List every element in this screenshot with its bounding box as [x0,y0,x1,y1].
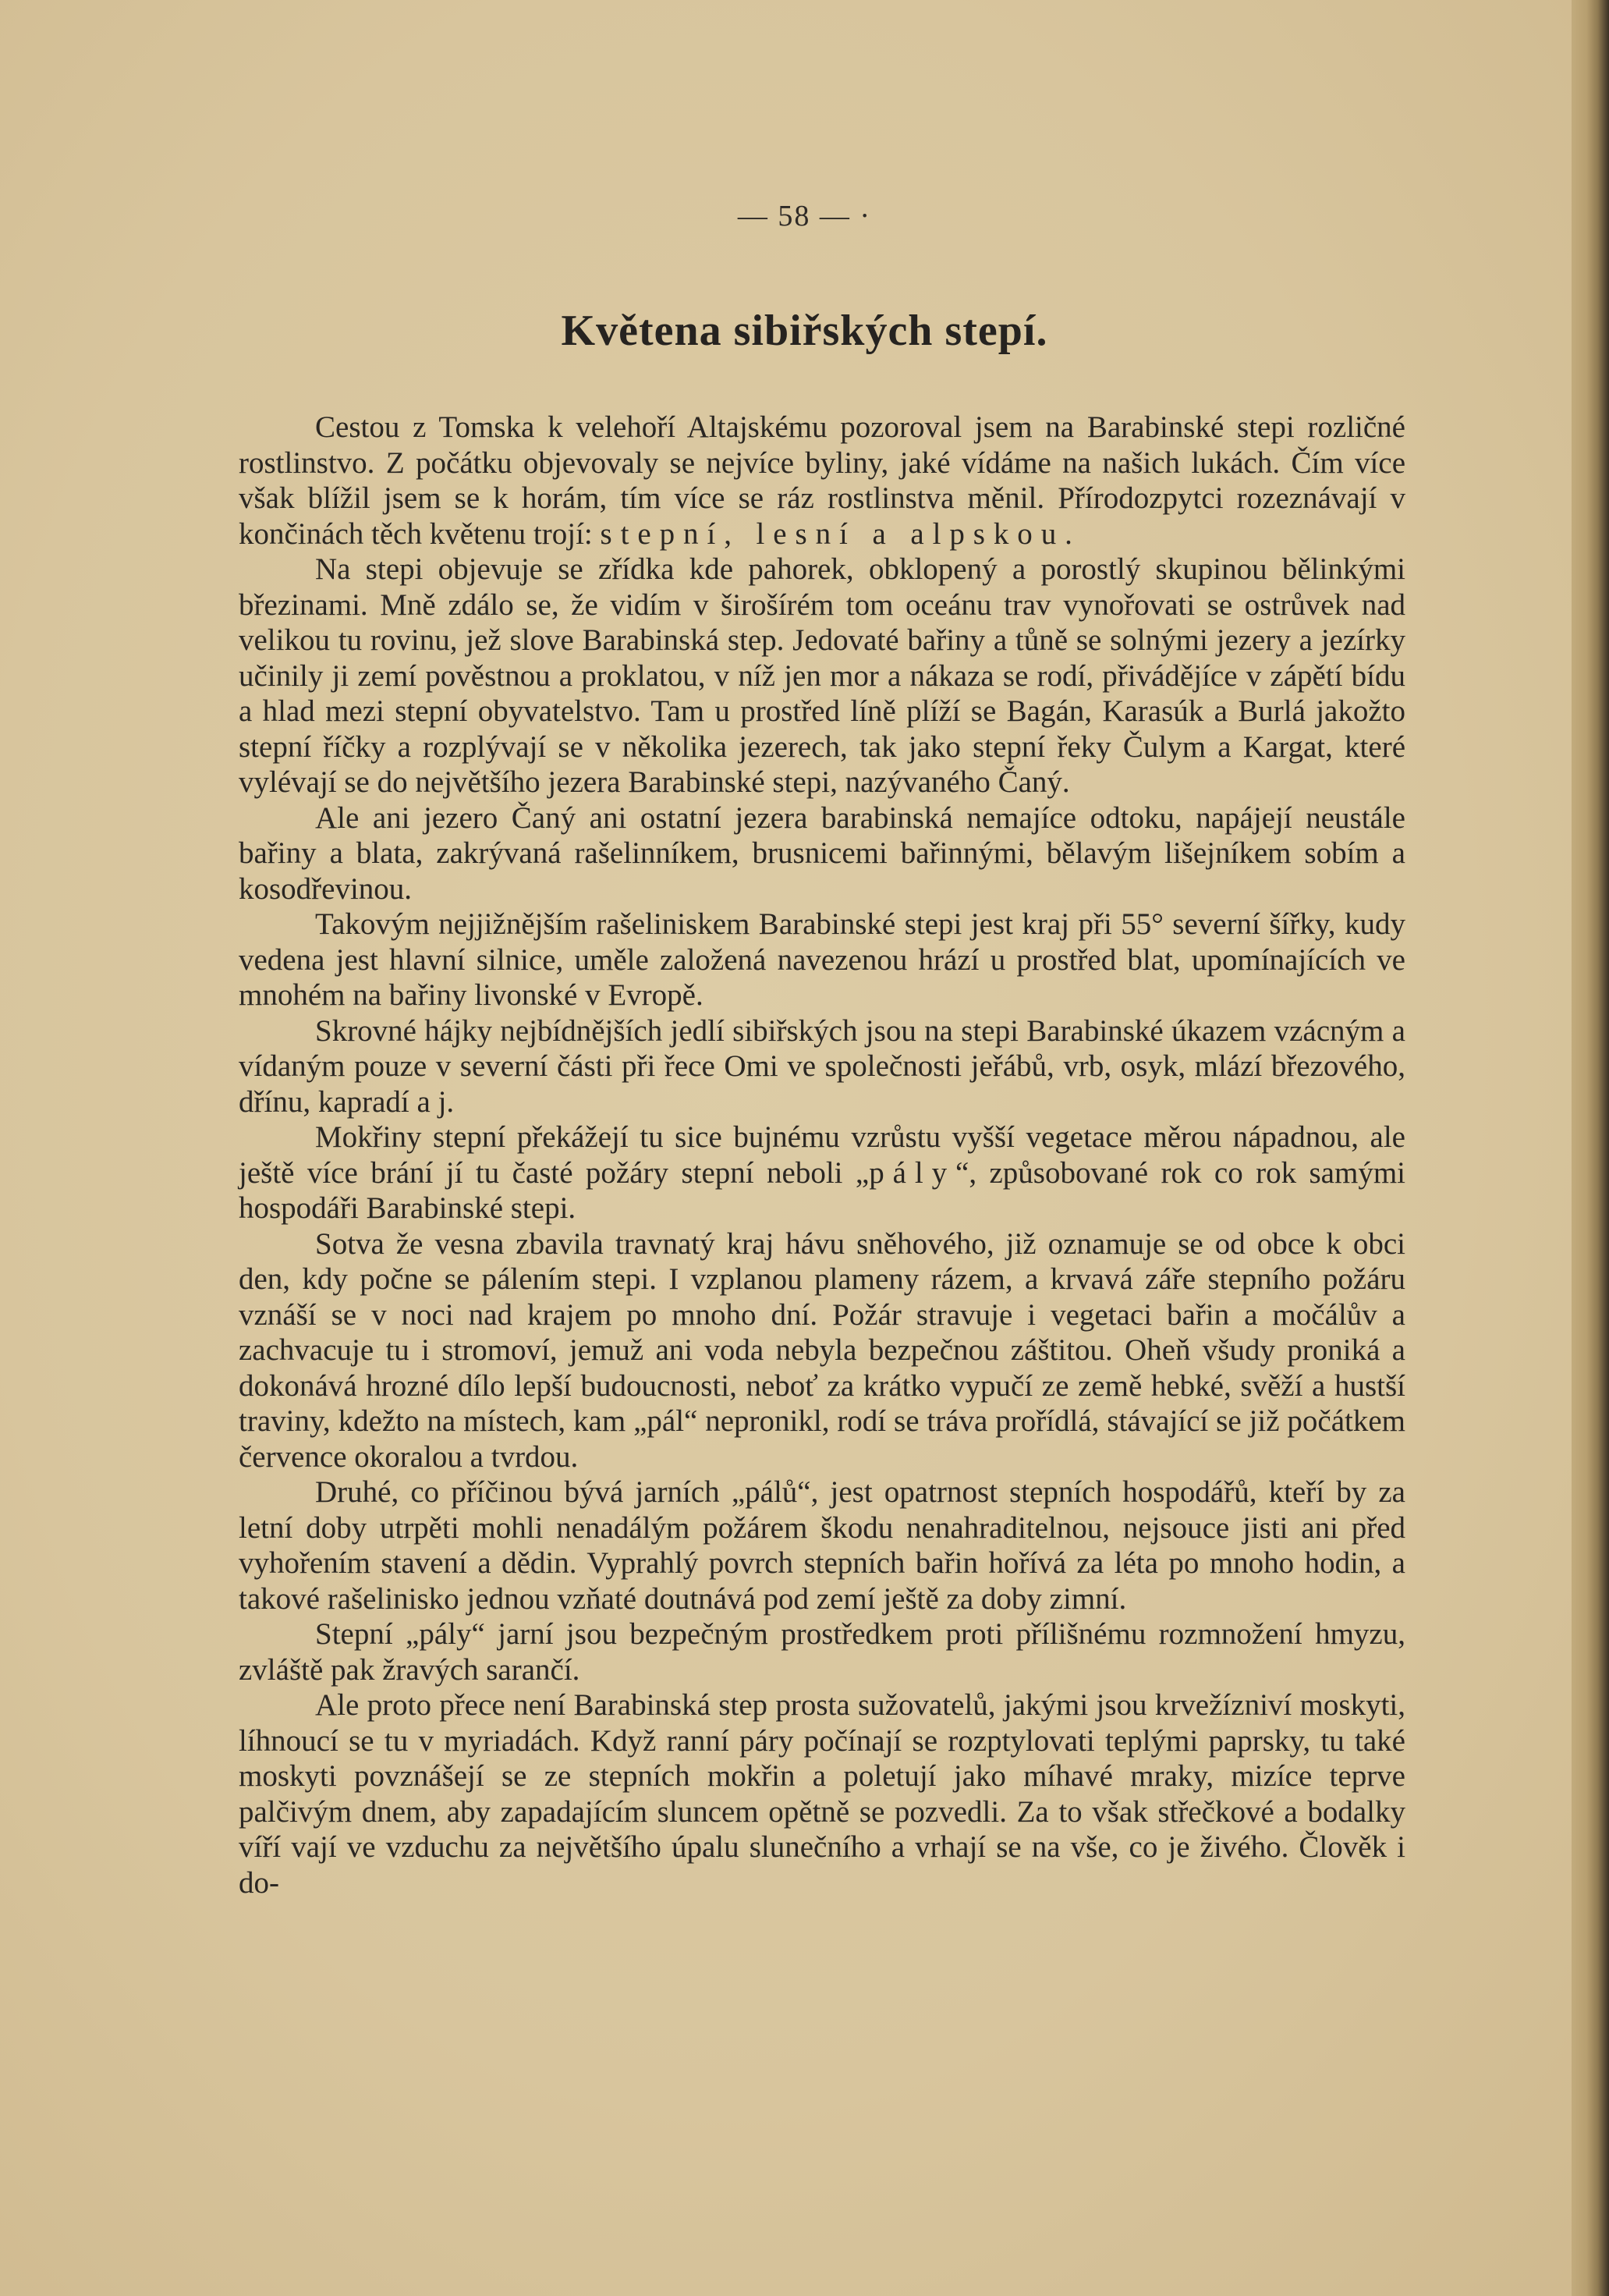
paragraph-7: Sotva že vesna zbavila travnatý kraj hávu sněhového, již oznamuje se od obce k obci den, kdy počne se pálením stepi. I vzplanou plameny rázem, a krvavá záře stepního požáru vznáší se v noci nad krajem po mnoho dní. Požár stravuje i vegetaci bařin a močálův a zachvacuje tu i stromoví, jemuž ani voda nebyla bezpečnou záštitou. Oheň všudy proniká a dokonává hrozné dílo lepší budoucnosti, neboť za krátko vypučí ze země hebké, svěží a hustší traviny, kdežto na místech, kam „pál“ nepronikl, rodí se tráva prořídlá, stávající se již počátkem července okoralou a tvrdou. [239,1226,1405,1474]
spaced-emphasis: pály [869,1155,956,1190]
page-number: — 58 — · [737,200,872,232]
paragraph-10: Ale proto přece není Barabinská step prosta sužovatelů, jakými jsou krvežízniví moskyti, líhnoucí se tu v myriadách. Když ranní páry počínají se rozptylovati teplými paprsky, tu také moskyti povznášejí se ze stepních mokřin a poletují jako míhavé mraky, mizíce teprve palčivým dnem, aby zapadajícím sluncem opětně se pozvedli. Za to však střečkové a bodalky víří vají ve vzduchu za největšího úpalu slunečního a vrhají se na vše, co je živého. Člověk i do- [239,1688,1405,1900]
paragraph-3: Ale ani jezero Čaný ani ostatní jezera barabinská nemajíce odtoku, napájejí neustále bařiny a blata, zakrývaná rašelinníkem, brusnicemi bařinnými, bělavým lišejníkem sobím a kosodřevinou. [239,800,1405,906]
page-title: Květena sibiřských stepí. [561,307,1048,355]
paragraph-5: Skrovné hájky nejbídnějších jedlí sibiřských jsou na stepi Barabinské úkazem vzácným a vídaným pouze v severní části při řece Omi ve společnosti jeřábů, vrb, osyk, mlází březového, dřínu, kapradí a j. [239,1013,1405,1119]
spaced-emphasis: stepní, lesní a alpskou [600,516,1065,551]
paragraph-2: Na stepi objevuje se zřídka kde pahorek, obklopený a porostlý skupinou bělinkými březinami. Mně zdálo se, že vidím v širošírém tom oceánu trav vynořovati se ostrůvek nad velikou tu rovinu, jež slove Barabinská step. Jedovaté bařiny a tůně se solnými jezery a jezírky učinily ji zemí pověstnou a proklatou, v níž jen mor a nákaza se rodí, přivádějíce v zápětí bídu a hlad mezi stepní obyvatelstvo. Tam u prostřed líně plíží se Bagán, Karasúk a Burlá jakožto stepní říčky a rozplývají se v několika jezerech, tak jako stepní řeky Čulym a Kargat, které vylévají se do největšího jezera Barabinské stepi, nazývaného Čaný. [239,552,1405,799]
paragraph-9: Stepní „pály“ jarní jsou bezpečným prostředkem proti přílišnému rozmnožení hmyzu, zvláště pak žravých sarančí. [239,1617,1405,1687]
paragraph-1: Cestou z Tomska k velehoří Altajskému pozoroval jsem na Barabinské stepi rozličné rostlinstvo. Z počátku objevovaly se nejvíce byliny, jaké vídáme na našich lukách. Čím více však blížil jsem se k horám, tím více se ráz rostlinstva měnil. Přírodozpytci rozeznávají v končinách těch květenu trojí: stepní, lesní a alpskou. [239,410,1405,551]
paragraph-4: Takovým nejjižnějším rašeliniskem Barabinské stepi jest kraj při 55° severní šířky, kudy vedena jest hlavní silnice, uměle založená navezenou hrází u prostřed blat, upomínajících ve mnohém na bařiny livonské v Evropě. [239,907,1405,1012]
paragraph-8: Druhé, co příčinou bývá jarních „pálů“, jest opatrnost stepních hospodářů, kteří by za letní doby utrpěti mohli nenadálým požárem škodu nenahraditelnou, nejsouce jisti ani před vyhořením stavení a dědin. Vyprahlý povrch stepních bařin hořívá za léta po mnoho hodin, a takové rašelinisko jednou vzňaté doutnává pod zemí ještě za doby zimní. [239,1475,1405,1616]
paragraph-6: Mokřiny stepní překážejí tu sice bujnému vzrůstu vyšší vegetace měrou nápadnou, ale ještě více brání jí tu časté požáry stepní neboli „pály“, způsobované rok co rok samými hospodáři Barabinské stepi. [239,1120,1405,1225]
article-body [239,410,1405,1900]
